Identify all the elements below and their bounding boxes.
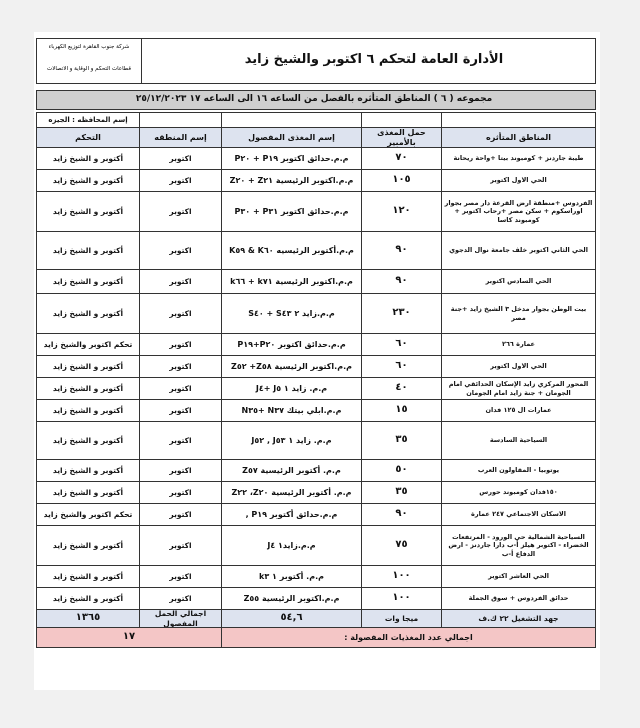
row-feeder: م.م.اكتوبر الرئيسية k٧١ + k٦٦	[222, 270, 362, 294]
row-area: بيت الوطن بجوار مدخل ٣ الشيخ زايد +جنة مصر	[442, 294, 596, 334]
row-control: تحكم اكتوبر والشيخ زايد	[36, 504, 140, 526]
row-feeder: م.م.أكتوبر الرئيسيه K٦٠ & K٥٩	[222, 232, 362, 270]
row-control: أكتوبر و الشيخ زايد	[36, 378, 140, 400]
row-feeder: م.م.زايد ٢ S٤٣ + S٤٠	[222, 294, 362, 334]
header-feeder: إسم المغذى المفصول	[222, 128, 362, 148]
feeder-count-value: ١٧	[36, 628, 222, 648]
row-region: اكتوبر	[140, 566, 222, 588]
row-area: المحور المركزي زايد الإسكان الحدائقي امام الجومان + جنة زايد امام الجومان	[442, 378, 596, 400]
total-load-label: اجمالي الحمل المفصول	[140, 610, 222, 628]
feeder-count-label: اجمالي عدد المغذيات المفصولة :	[222, 628, 596, 648]
row-area: الحي الاول اكتوبر	[442, 356, 596, 378]
row-area: الاسكان الاجتماعي ٢٤٧ عمارة	[442, 504, 596, 526]
row-control: أكتوبر و الشيخ زايد	[36, 526, 140, 566]
row-area: السياحية السادسة	[442, 422, 596, 460]
row-area: طيبة جاردنز + كومبوند بيتا +واحة ريحانة	[442, 148, 596, 170]
row-control: أكتوبر و الشيخ زايد	[36, 482, 140, 504]
row-area: عمارة ٢٦٦	[442, 334, 596, 356]
row-control: أكتوبر و الشيخ زايد	[36, 148, 140, 170]
row-area: السياحية الشمالية حي الورود - المرتفعات الخضراء - اكتوبر هيلز أ-ب دارا جاردنز - ارض الدفاع أ-ب	[442, 526, 596, 566]
row-feeder: م.م.اكتوبر الرئيسية Z٥٨+ Z٥٢	[222, 356, 362, 378]
empty-cell	[222, 112, 362, 128]
row-area: الحي الثاني اكتوبر خلف جامعة نوال الدجوي	[442, 232, 596, 270]
row-feeder: م.م.اكتوبر الرئيسية Z٢١ + Z٢٠	[222, 170, 362, 192]
row-control: أكتوبر و الشيخ زايد	[36, 356, 140, 378]
row-feeder: م.م.حدائق اكتوبر P٢٠+P١٩	[222, 334, 362, 356]
row-load: ١٢٠	[362, 192, 442, 232]
row-feeder: م.م. أكتوبر الرئيسية Z٢٠، Z٢٢	[222, 482, 362, 504]
row-control: أكتوبر و الشيخ زايد	[36, 400, 140, 422]
row-area: الحي العاشر اكتوبر	[442, 566, 596, 588]
row-region: اكتوبر	[140, 270, 222, 294]
row-region: اكتوبر	[140, 294, 222, 334]
row-load: ٩٠	[362, 270, 442, 294]
row-feeder: م.م.ابلي بيتك N٣٧ +N٣٥	[222, 400, 362, 422]
row-feeder: م.م. أكتوبر ١ k٣	[222, 566, 362, 588]
row-region: اكتوبر	[140, 526, 222, 566]
row-region: اكتوبر	[140, 192, 222, 232]
row-feeder: م.م.حدائق اكتوبر P١٩ + P٢٠	[222, 148, 362, 170]
row-control: أكتوبر و الشيخ زايد	[36, 192, 140, 232]
governorate-label: إسم المحافظه : الجيزه	[36, 112, 140, 128]
row-feeder: م.م.حدائق اكتوبر P٣١ + P٣٠	[222, 192, 362, 232]
row-load: ٥٠	[362, 460, 442, 482]
group-subheader-text: مجموعه ( ٦ ) المناطق المتأثره بالفصل من الساعه ١٦ الى الساعه ١٧ ٢٥/١٢/٢٠٢٣	[135, 94, 493, 104]
row-control: أكتوبر و الشيخ زايد	[36, 294, 140, 334]
row-feeder: م.م. أكتوبر الرئيسية Z٥٧	[222, 460, 362, 482]
empty-cell	[362, 112, 442, 128]
row-load: ٧٠	[362, 148, 442, 170]
empty-cell	[442, 112, 596, 128]
row-load: ١٥	[362, 400, 442, 422]
row-feeder: م.م. زايد ١ J٥٣ , J٥٢	[222, 422, 362, 460]
row-load: ٩٠	[362, 504, 442, 526]
row-region: اكتوبر	[140, 422, 222, 460]
row-load: ١٠٠	[362, 566, 442, 588]
row-load: ٢٣٠	[362, 294, 442, 334]
row-region: اكتوبر	[140, 148, 222, 170]
row-control: أكتوبر و الشيخ زايد	[36, 170, 140, 192]
row-region: اكتوبر	[140, 232, 222, 270]
document-title: الأدارة العامة لتحكم ٦ اكتوبر والشيخ زايد	[244, 52, 504, 67]
row-feeder: م.م.زايد١ J٤	[222, 526, 362, 566]
header-area: المناطق المتأثره	[442, 128, 596, 148]
row-area: يوتوبيا - المقاولون العرب	[442, 460, 596, 482]
row-area: حدائق الفردوس + سوق الجملة	[442, 588, 596, 610]
row-load: ٣٥	[362, 422, 442, 460]
row-region: اكتوبر	[140, 482, 222, 504]
row-control: أكتوبر و الشيخ زايد	[36, 232, 140, 270]
row-load: ٤٠	[362, 378, 442, 400]
row-load: ٩٠	[362, 232, 442, 270]
document-sheet	[34, 32, 600, 690]
header-control: التحكم	[36, 128, 140, 148]
row-region: اكتوبر	[140, 588, 222, 610]
row-load: ٦٠	[362, 334, 442, 356]
company-sector: قطاعات التحكم و الوقاية و الاتصالات	[47, 66, 131, 72]
empty-cell	[140, 112, 222, 128]
row-region: اكتوبر	[140, 460, 222, 482]
row-control: أكتوبر و الشيخ زايد	[36, 270, 140, 294]
row-control: أكتوبر و الشيخ زايد	[36, 460, 140, 482]
voltage-label: جهد التشغيل ٢٢ ك.ف	[442, 610, 596, 628]
row-area: الحي الاول اكتوبر	[442, 170, 596, 192]
row-region: اكتوبر	[140, 400, 222, 422]
row-region: اكتوبر	[140, 170, 222, 192]
row-region: اكتوبر	[140, 378, 222, 400]
row-area: ١٥٠فدان كومبوند حورس	[442, 482, 596, 504]
total-mw-label: ميجا وات	[362, 610, 442, 628]
total-mw-value: ٥٤,٦	[222, 610, 362, 628]
row-load: ٣٥	[362, 482, 442, 504]
row-load: ٦٠	[362, 356, 442, 378]
row-region: اكتوبر	[140, 504, 222, 526]
row-area: الحي السادس اكتوبر	[442, 270, 596, 294]
total-load-value: ١٣٦٥	[36, 610, 140, 628]
row-load: ١٠٠	[362, 588, 442, 610]
row-area: الفردوس +منطقة ارض القرعة دار مصر بجوار اوراسكوم + سكن مصر +رحاب اكتوبر + كومبوند كاسا	[442, 192, 596, 232]
row-region: اكتوبر	[140, 334, 222, 356]
row-control: أكتوبر و الشيخ زايد	[36, 422, 140, 460]
row-feeder: م.م.حدائق أكتوبر P١٩ ,	[222, 504, 362, 526]
row-area: عمارات ال ١٢٥ فدان	[442, 400, 596, 422]
row-control: تحكم اكتوبر والشيخ زايد	[36, 334, 140, 356]
header-load: حمل المغذى بالأمبير	[362, 128, 442, 148]
header-region: إسم المنطقه	[140, 128, 222, 148]
company-name: شركة جنوب القاهرة لتوزيع الكهرباء	[48, 44, 130, 50]
row-load: ٧٥	[362, 526, 442, 566]
row-feeder: م.م. زايد ١ J٥ +J٤	[222, 378, 362, 400]
row-control: أكتوبر و الشيخ زايد	[36, 588, 140, 610]
row-feeder: م.م.اكتوبر الرئيسية Z٥٥	[222, 588, 362, 610]
row-control: أكتوبر و الشيخ زايد	[36, 566, 140, 588]
row-region: اكتوبر	[140, 356, 222, 378]
row-load: ١٠٥	[362, 170, 442, 192]
